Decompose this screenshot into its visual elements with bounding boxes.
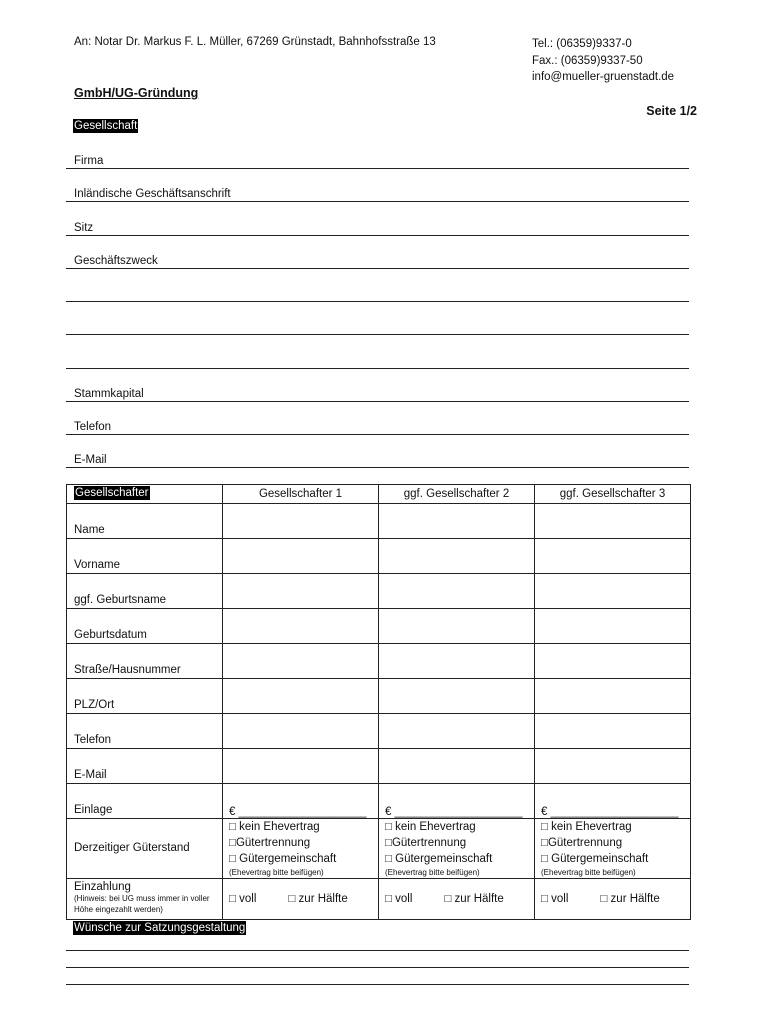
cell-gueterstand-2 (379, 819, 535, 879)
cell-name-3[interactable] (535, 504, 691, 539)
cell-einzahlung-3 (535, 879, 691, 920)
field-geschaeftsanschrift-label: Inländische Geschäftsanschrift (74, 188, 231, 200)
table-row-telefon (67, 714, 691, 749)
field-stammkapital-label: Stammkapital (74, 388, 144, 400)
field-geschaeftszweck-line-4[interactable] (66, 348, 689, 369)
ehevertrag-note-1: (Ehevertrag bitte beifügen) (229, 868, 324, 877)
cell-email-2[interactable] (379, 749, 535, 784)
contact-block (532, 36, 674, 86)
table-heading-cell (67, 485, 223, 504)
field-geschaeftsanschrift[interactable] (66, 181, 689, 202)
section-heading-gesellschaft-label: Gesellschaft (74, 120, 138, 132)
cell-geburtsdatum-2[interactable] (379, 609, 535, 644)
cell-plz-2[interactable] (379, 679, 535, 714)
cell-plz-3[interactable] (535, 679, 691, 714)
table-header-row (67, 485, 691, 504)
section-heading-satzung (73, 922, 246, 934)
recipient-address: An: Notar Dr. Markus F. L. Müller, 67269 Grünstadt, Bahnhofsstraße 13 (74, 36, 436, 48)
row-label-geburtsname: ggf. Geburtsname (67, 574, 223, 609)
einzahlung-hint: (Hinweis: bei UG muss immer in voller Höhe eingezahlt werden) (74, 894, 210, 914)
cell-geburtsname-3[interactable] (535, 574, 691, 609)
cell-einlage-3[interactable]: € ____________________ (535, 784, 691, 819)
cell-vorname-3[interactable] (535, 539, 691, 574)
section-heading-satzung-label: Wünsche zur Satzungsgestaltung (74, 922, 246, 934)
cell-geburtsdatum-3[interactable] (535, 609, 691, 644)
cell-gueterstand-1 (223, 819, 379, 879)
column-header-gesellschafter-3: ggf. Gesellschafter 3 (535, 485, 691, 504)
cell-telefon-2[interactable] (379, 714, 535, 749)
table-row-plz-ort (67, 679, 691, 714)
ehevertrag-note-3: (Ehevertrag bitte beifügen) (541, 868, 636, 877)
checkbox-voll-3[interactable]: □ voll (541, 893, 569, 905)
row-label-telefon: Telefon (67, 714, 223, 749)
checkbox-haelfte-3[interactable]: □ zur Hälfte (600, 893, 660, 905)
cell-telefon-1[interactable] (223, 714, 379, 749)
field-telefon[interactable] (66, 414, 689, 435)
row-label-plz-ort: PLZ/Ort (67, 679, 223, 714)
field-geschaeftszweck[interactable] (66, 248, 689, 269)
checkbox-guetertrennung-1[interactable]: □Gütertrennung (229, 837, 311, 849)
cell-vorname-1[interactable] (223, 539, 379, 574)
table-row-gueterstand (67, 819, 691, 879)
row-label-name: Name (67, 504, 223, 539)
field-firma[interactable] (66, 148, 689, 169)
cell-einlage-1[interactable]: € ____________________ (223, 784, 379, 819)
cell-geburtsname-1[interactable] (223, 574, 379, 609)
table-row-einlage (67, 784, 691, 819)
contact-fax: Fax.: (06359)9337-50 (532, 54, 643, 67)
contact-phone: Tel.: (06359)9337-0 (532, 38, 632, 50)
checkbox-voll-2[interactable]: □ voll (385, 893, 413, 905)
table-row-einzahlung (67, 879, 691, 920)
table-heading-gesellschafter: Gesellschafter (75, 487, 149, 499)
table-row-vorname (67, 539, 691, 574)
cell-einzahlung-2 (379, 879, 535, 920)
cell-gueterstand-3 (535, 819, 691, 879)
field-geschaeftszweck-line-3[interactable] (66, 314, 689, 335)
column-header-gesellschafter-2: ggf. Gesellschafter 2 (379, 485, 535, 504)
document-title: GmbH/UG-Gründung (74, 86, 199, 100)
gesellschafter-table (66, 484, 691, 920)
checkbox-haelfte-2[interactable]: □ zur Hälfte (444, 893, 504, 905)
checkbox-guetergemeinschaft-2[interactable]: □ Gütergemeinschaft (385, 853, 493, 865)
field-stammkapital[interactable] (66, 381, 689, 402)
cell-strasse-2[interactable] (379, 644, 535, 679)
table-row-strasse (67, 644, 691, 679)
checkbox-guetergemeinschaft-3[interactable]: □ Gütergemeinschaft (541, 853, 649, 865)
cell-geburtsname-2[interactable] (379, 574, 535, 609)
row-label-geburtsdatum: Geburtsdatum (67, 609, 223, 644)
cell-einzahlung-1 (223, 879, 379, 920)
cell-email-3[interactable] (535, 749, 691, 784)
satzung-line-2[interactable] (66, 967, 689, 968)
field-email[interactable] (66, 447, 689, 468)
satzung-line-1[interactable] (66, 950, 689, 951)
cell-strasse-1[interactable] (223, 644, 379, 679)
field-email-label: E-Mail (74, 454, 107, 466)
row-label-vorname: Vorname (67, 539, 223, 574)
cell-vorname-2[interactable] (379, 539, 535, 574)
cell-name-2[interactable] (379, 504, 535, 539)
cell-plz-1[interactable] (223, 679, 379, 714)
table-row-geburtsdatum (67, 609, 691, 644)
page-number: Seite 1/2 (646, 104, 697, 118)
table-row-name (67, 504, 691, 539)
contact-email: info@mueller-gruenstadt.de (532, 71, 675, 83)
field-sitz-label: Sitz (74, 222, 94, 234)
cell-einlage-2[interactable]: € ____________________ (379, 784, 535, 819)
ehevertrag-note-2: (Ehevertrag bitte beifügen) (385, 868, 480, 877)
cell-name-1[interactable] (223, 504, 379, 539)
field-geschaeftszweck-line-2[interactable] (66, 281, 689, 302)
section-heading-gesellschaft (73, 120, 138, 132)
table-row-email (67, 749, 691, 784)
row-label-einzahlung-cell (67, 879, 223, 920)
field-sitz[interactable] (66, 215, 689, 236)
field-geschaeftszweck-label: Geschäftszweck (74, 255, 158, 267)
checkbox-kein-ehevertrag-3[interactable]: □ kein Ehevertrag (541, 821, 632, 833)
row-label-einzahlung: Einzahlung (74, 881, 131, 893)
row-label-strasse: Straße/Hausnummer (67, 644, 223, 679)
cell-telefon-3[interactable] (535, 714, 691, 749)
checkbox-kein-ehevertrag-1[interactable]: □ kein Ehevertrag (229, 821, 320, 833)
cell-strasse-3[interactable] (535, 644, 691, 679)
cell-geburtsdatum-1[interactable] (223, 609, 379, 644)
checkbox-guetertrennung-3[interactable]: □Gütertrennung (541, 837, 623, 849)
cell-email-1[interactable] (223, 749, 379, 784)
field-firma-label: Firma (74, 155, 104, 167)
checkbox-voll-1[interactable]: □ voll (229, 893, 257, 905)
field-telefon-label: Telefon (74, 421, 112, 433)
row-label-einlage: Einlage (67, 784, 223, 819)
row-label-gueterstand: Derzeitiger Güterstand (67, 819, 223, 879)
checkbox-guetertrennung-2[interactable]: □Gütertrennung (385, 837, 467, 849)
checkbox-kein-ehevertrag-2[interactable]: □ kein Ehevertrag (385, 821, 476, 833)
column-header-gesellschafter-1: Gesellschafter 1 (223, 485, 379, 504)
checkbox-haelfte-1[interactable]: □ zur Hälfte (288, 893, 348, 905)
checkbox-guetergemeinschaft-1[interactable]: □ Gütergemeinschaft (229, 853, 337, 865)
row-label-email: E-Mail (67, 749, 223, 784)
satzung-line-3[interactable] (66, 984, 689, 985)
table-row-geburtsname (67, 574, 691, 609)
